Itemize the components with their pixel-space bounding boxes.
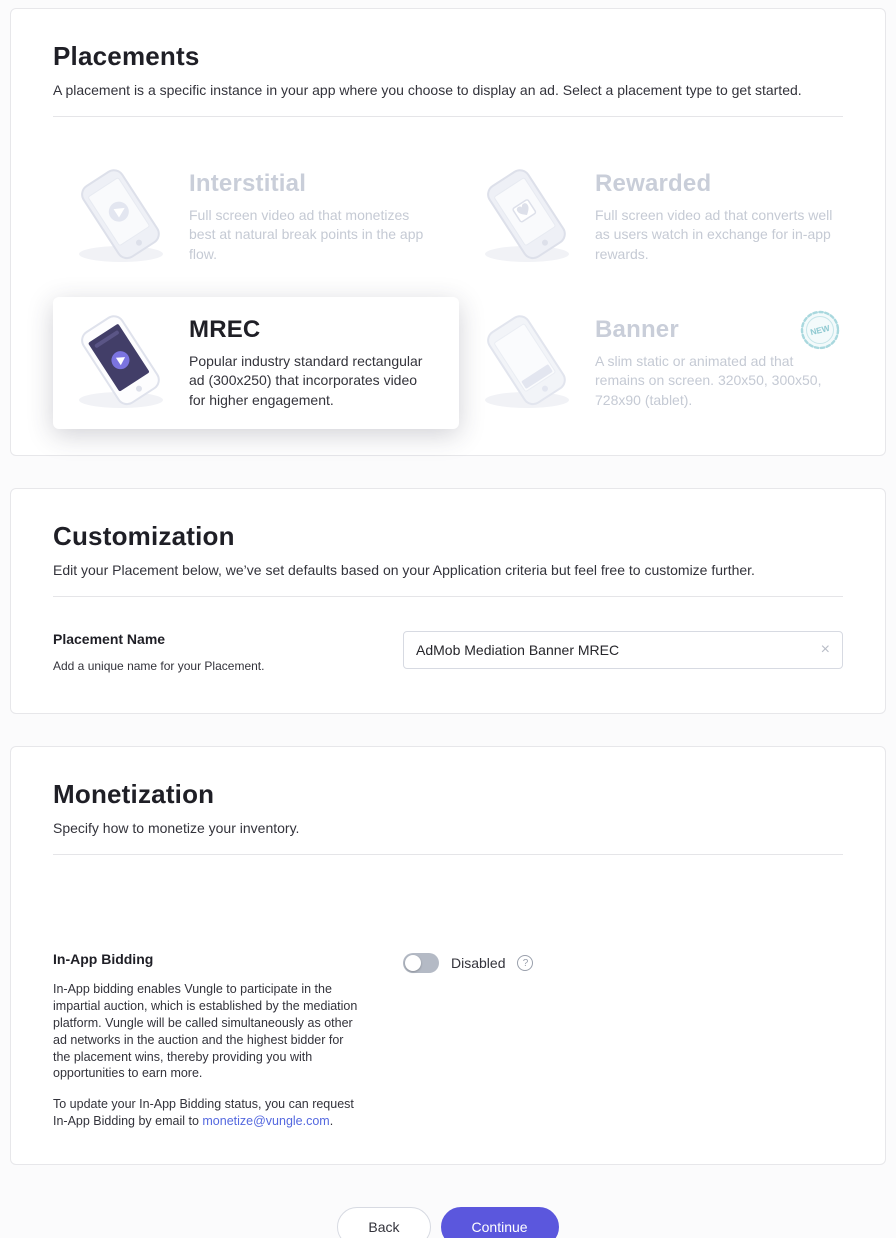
customization-subtitle: Edit your Placement below, we’ve set defaults based on your Application criteria but feel free to customize further. [53,562,755,578]
continue-button[interactable]: Continue [441,1207,559,1238]
interstitial-title: Interstitial [189,170,307,198]
monetize-email-link[interactable]: monetize@vungle.com [202,1114,330,1129]
placement-type-rewarded[interactable] [459,151,865,283]
rewarded-description: Full screen video ad that converts well as users watch in exchange for in-app rewards. [595,207,833,262]
new-badge-label: NEW [809,322,831,338]
placement-type-interstitial[interactable] [53,151,459,283]
placements-card [10,8,886,456]
banner-description: A slim static or animated ad that remains on screen. 320x50, 300x50, 728x90 (tablet). [595,353,822,408]
update-note-suffix: . [329,1114,334,1129]
toggle-knob [405,955,421,971]
customization-card [10,488,886,714]
placements-divider [53,116,843,117]
monetization-subtitle: Specify how to monetize your inventory. [53,820,300,836]
mrec-description: Popular industry standard rectangular ad (300x250) that incorporates video for higher engagement. [189,353,423,408]
banner-phone-icon [459,313,595,413]
mrec-phone-icon [53,313,189,413]
customization-title: Customization [53,521,235,551]
update-note-text: To update your In-App Bidding status, you can request In-App Bidding by email to [53,1097,354,1129]
placement-type-grid [53,151,843,429]
interstitial-phone-icon [53,167,189,267]
placement-name-helper: Add a unique name for your Placement. [53,659,265,673]
monetization-card [10,746,886,1165]
in-app-bidding-row [53,951,843,1130]
customization-divider [53,596,843,597]
placements-title: Placements [53,41,200,71]
monetization-title: Monetization [53,779,215,809]
banner-title: Banner [595,316,679,344]
rewarded-phone-icon [459,167,595,267]
clear-input-icon[interactable]: × [820,641,830,658]
placement-name-value: AdMob Mediation Banner MREC [416,642,620,658]
placement-name-input[interactable] [403,631,843,669]
interstitial-description: Full screen video ad that monetizes best at natural break points in the app flow. [189,207,424,262]
in-app-bidding-toggle[interactable] [403,953,439,973]
in-app-bidding-label: In-App Bidding [53,951,154,967]
placement-type-banner[interactable] [459,297,865,429]
placement-type-mrec[interactable] [53,297,459,429]
in-app-bidding-description: In-App bidding enables Vungle to participate in the impartial auction, which is established by the mediation platform. Vungle will be called simultaneously as other ad networks in the auction and the highest bidder for the placement wins, thereby providing you with opportunities to earn more. [53,982,358,1081]
in-app-bidding-update-note [53,1096,363,1130]
mrec-title: MREC [189,316,261,344]
new-badge [799,309,841,351]
rewarded-title: Rewarded [595,170,712,198]
monetization-divider [53,854,843,855]
placements-subtitle: A placement is a specific instance in your app where you choose to display an ad. Select a placement type to get started. [53,82,802,98]
help-icon[interactable]: ? [517,955,533,971]
placement-name-label: Placement Name [53,631,166,647]
in-app-bidding-controls [403,951,533,973]
back-button[interactable]: Back [337,1207,430,1238]
placement-name-row [53,631,843,673]
footer-actions [0,1207,896,1238]
in-app-bidding-status: Disabled [451,955,506,971]
